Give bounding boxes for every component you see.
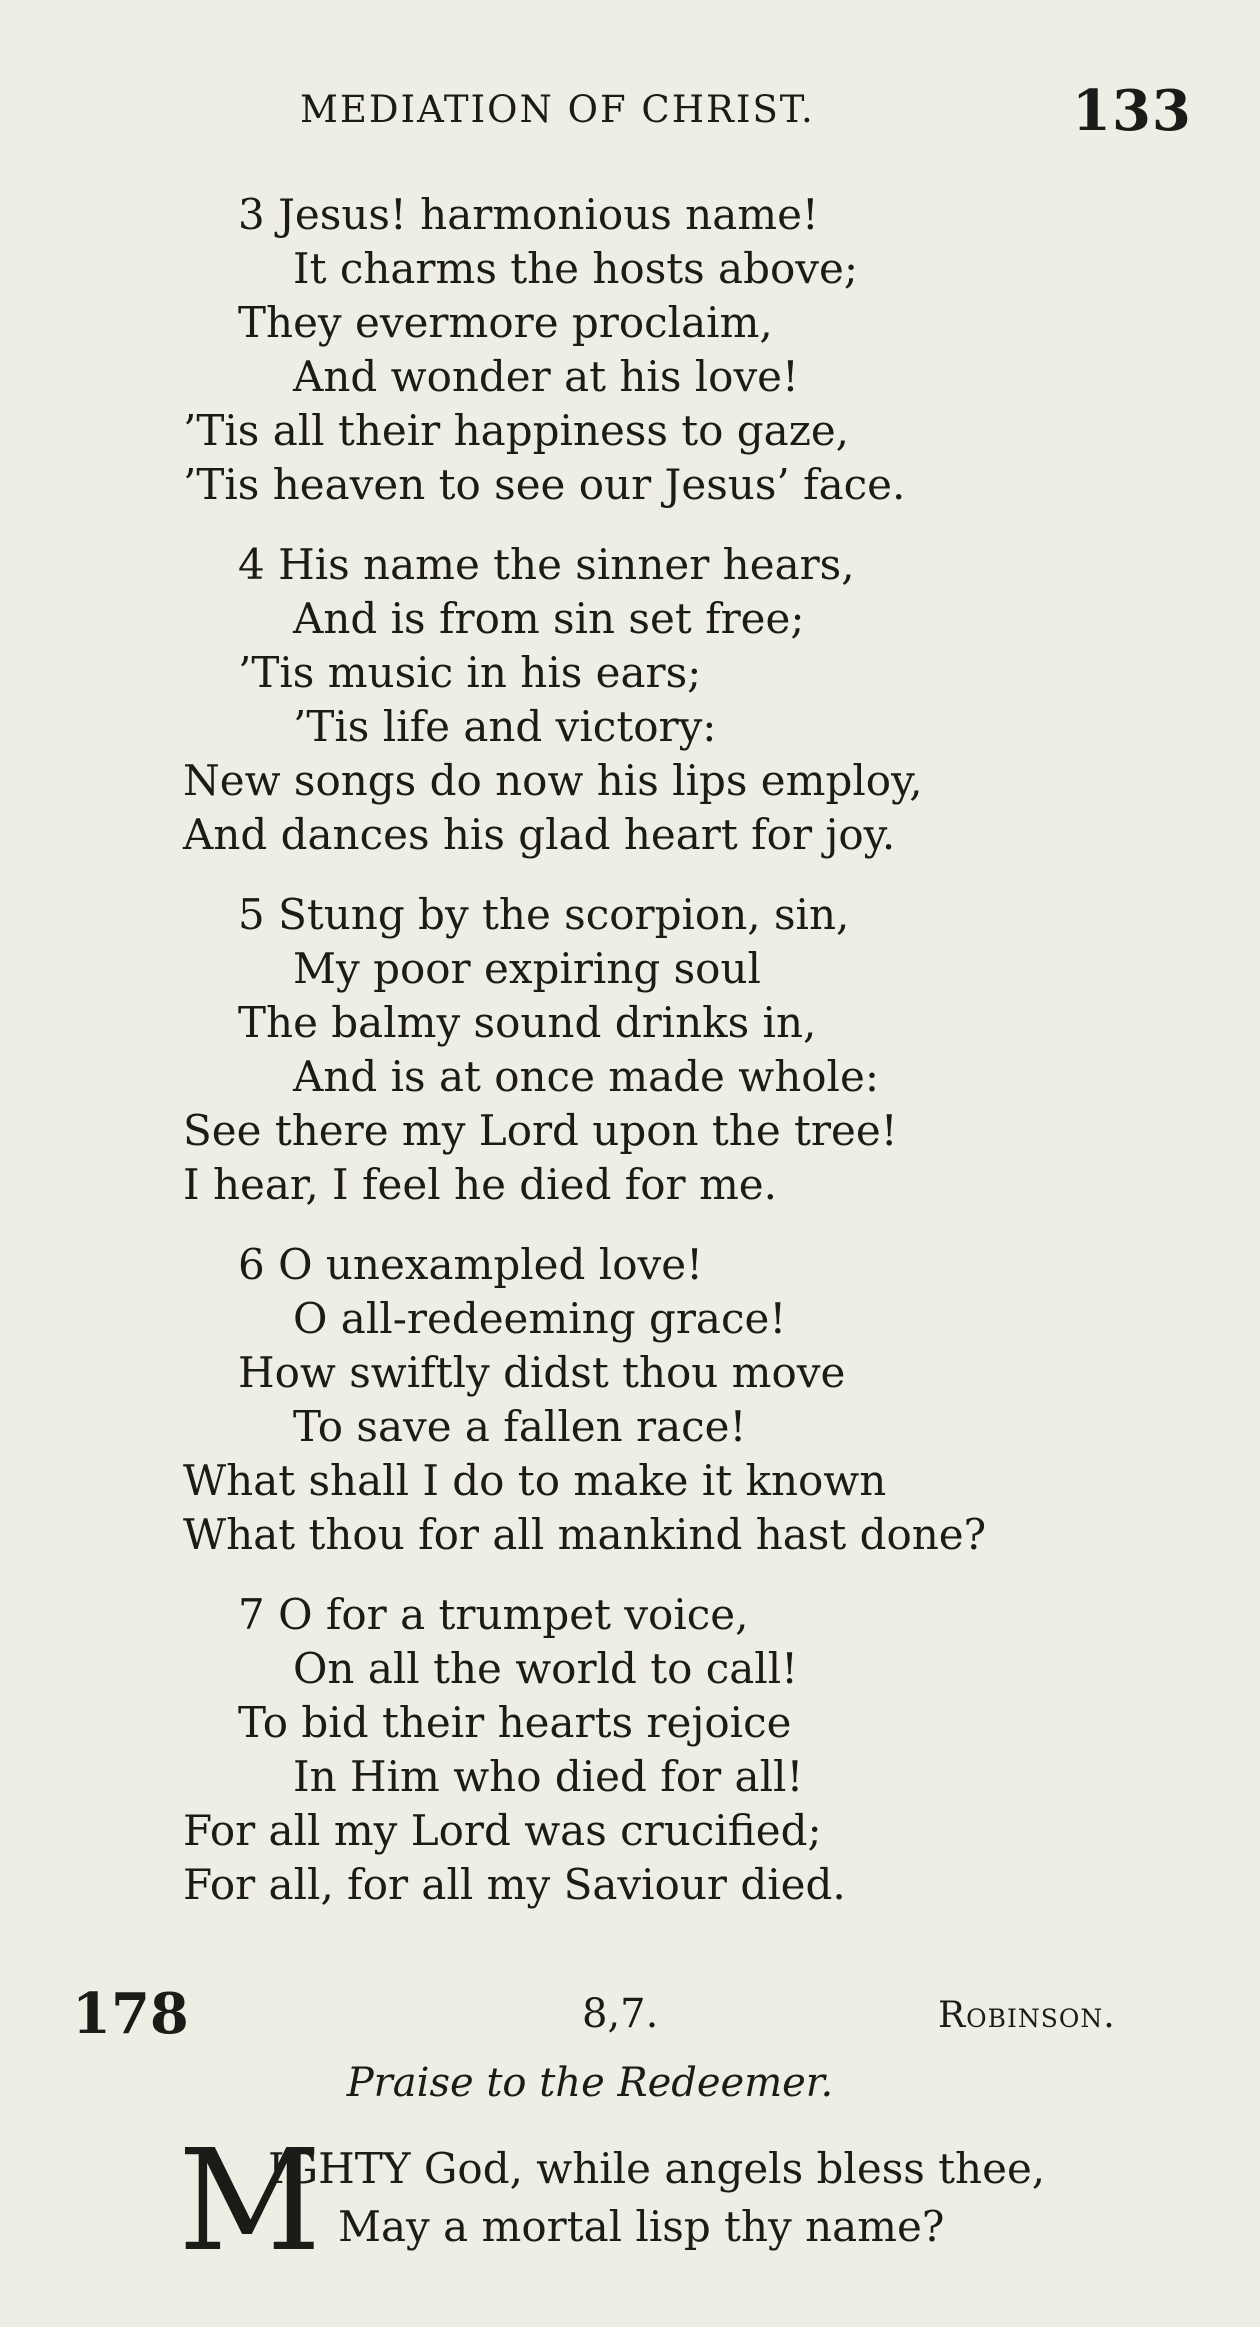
drop-cap: M	[178, 2120, 322, 2283]
verse-line: For all, for all my Saviour died.	[183, 1860, 846, 1909]
verse-line: What thou for all mankind hast done?	[183, 1510, 987, 1559]
verse-line: In Him who died for all!	[293, 1752, 804, 1801]
stanza	[0, 1238, 1260, 1562]
hymn-meter: 8,7.	[582, 1991, 659, 2037]
verse-line: To save a fallen race!	[293, 1402, 747, 1451]
verse-line: ’Tis music in his ears;	[238, 648, 702, 697]
verse-line: See there my Lord upon the tree!	[183, 1106, 898, 1155]
verse-line: And dances his glad heart for joy.	[183, 810, 896, 859]
verse-line: ’Tis life and victory:	[293, 702, 717, 751]
verse-line: New songs do now his lips employ,	[183, 756, 923, 805]
stanza	[0, 188, 1260, 512]
verse-line: My poor expiring soul	[293, 944, 761, 993]
verse-line: ’Tis all their happiness to gaze,	[183, 406, 850, 455]
verse-line: 7 O for a trumpet voice,	[238, 1590, 749, 1639]
verse-line: O all-redeeming grace!	[293, 1294, 787, 1343]
running-head: MEDIATION OF CHRIST.	[300, 88, 815, 131]
verse-line: 4 His name the sinner hears,	[238, 540, 855, 589]
verse-line: 3 Jesus! harmonious name!	[238, 190, 819, 239]
verse-line: To bid their hearts rejoice	[238, 1698, 792, 1747]
verse-line: IGHTY God, while angels bless thee,	[268, 2144, 1046, 2193]
verse-line: On all the world to call!	[293, 1644, 799, 1693]
hymn-177-verses	[0, 188, 1260, 1938]
verse-line: I hear, I feel he died for me.	[183, 1160, 777, 1209]
verse-line: And is from sin set free;	[293, 594, 805, 643]
verse-line: For all my Lord was crucified;	[183, 1806, 822, 1855]
stanza	[0, 888, 1260, 1212]
page-number: 133	[1072, 78, 1192, 144]
verse-line: May a mortal lisp thy name?	[338, 2202, 945, 2251]
verse-line: They evermore proclaim,	[238, 298, 773, 347]
verse-line: What shall I do to make it known	[183, 1456, 887, 1505]
verse-line: 5 Stung by the scorpion, sin,	[238, 890, 850, 939]
verse-line: ’Tis heaven to see our Jesus’ face.	[183, 460, 906, 509]
verse-line: And is at once made whole:	[293, 1052, 879, 1101]
verse-line: The balmy sound drinks in,	[238, 998, 817, 1047]
hymn-author: Robinson.	[938, 1995, 1116, 2036]
verse-line: How swiftly didst thou move	[238, 1348, 846, 1397]
verse-line: It charms the hosts above;	[293, 244, 858, 293]
stanza	[0, 1588, 1260, 1912]
hymn-178-first-lines	[268, 2140, 1045, 2256]
verse-line: 6 O unexampled love!	[238, 1240, 703, 1289]
stanza	[0, 538, 1260, 862]
hymn-title: Praise to the Redeemer.	[346, 2060, 834, 2106]
hymn-number: 178	[72, 1981, 189, 2047]
verse-line: And wonder at his love!	[293, 352, 799, 401]
hymn-178-header	[0, 1981, 1260, 2055]
